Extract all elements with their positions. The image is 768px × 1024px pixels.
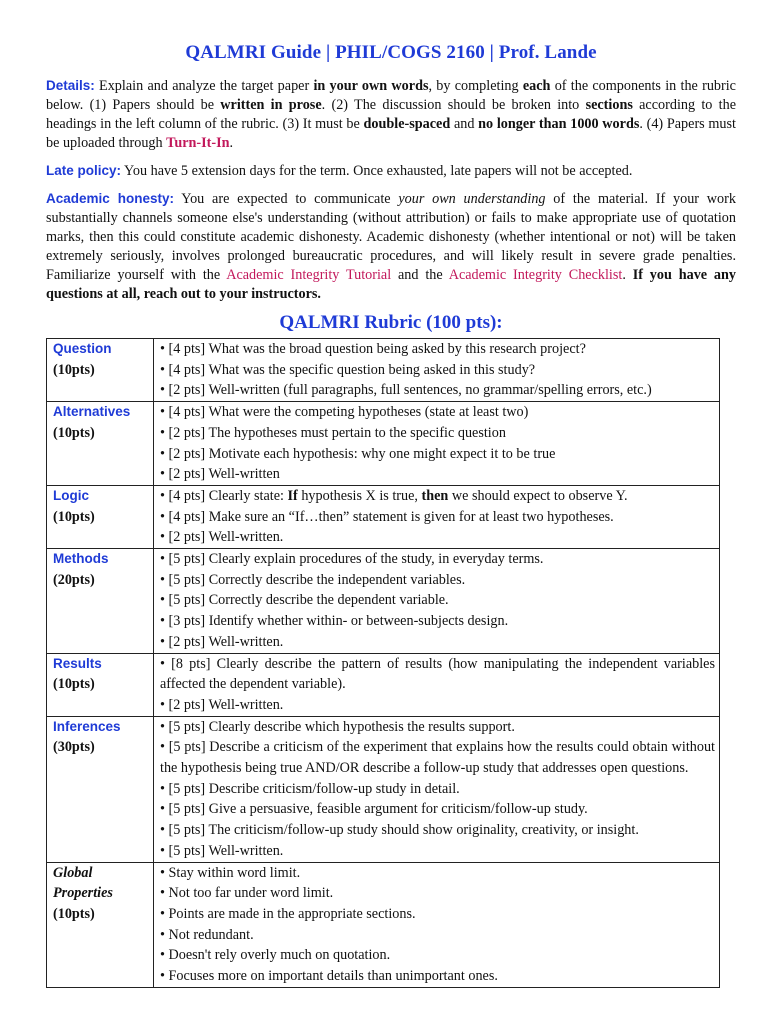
rubric-items xyxy=(154,549,720,654)
rubric-row-logic xyxy=(47,485,720,548)
rubric-items xyxy=(154,339,720,402)
rubric-items xyxy=(154,402,720,486)
rubric-item: • Not redundant. xyxy=(160,926,254,943)
rubric-row-alternatives xyxy=(47,402,720,486)
rubric-section-label xyxy=(47,339,154,402)
rubric-item: • [2 pts] Well-written xyxy=(160,466,280,483)
section-points: (10pts) xyxy=(53,424,95,441)
section-points: (20pts) xyxy=(53,571,95,588)
rubric-item: • [5 pts] Give a persuasive, feasible argument for criticism/follow-up study. xyxy=(160,801,588,818)
academic-honesty-paragraph: Academic honesty: You are expected to communicate your own understanding of the material. If your work substantially channels someone else's understanding (without attribution) or fails to make appropriate use of quotation marks, then this could constitute academic dishonesty. Academic dishonesty (whether intentional or not) will be taken extremely seriously, involves prolonged bureaucratic procedures, and will likely result in severe grade penalties. Familiarize yourself with the Academic Integrity Tutorial and the Academic Integrity Checklist. If you have any questions at all, reach out to your instructors. xyxy=(46,191,736,302)
rubric-section-label xyxy=(47,549,154,654)
rubric-title: QALMRI Rubric (100 pts): xyxy=(279,312,503,333)
section-points: (10pts) xyxy=(53,361,95,378)
late-policy-lead: Late policy: xyxy=(46,163,122,178)
rubric-item: • [5 pts] Clearly describe which hypothesis the results support. xyxy=(160,718,515,735)
page-title: QALMRI Guide | PHIL/COGS 2160 | Prof. Lande xyxy=(185,42,597,63)
rubric-item: • [2 pts] Well-written (full paragraphs, full sentences, no grammar/spelling errors, etc.) xyxy=(160,382,652,399)
rubric-item: • [5 pts] Clearly explain procedures of the study, in everyday terms. xyxy=(160,551,544,568)
rubric-item: • Focuses more on important details than unimportant ones. xyxy=(160,968,498,985)
details-lead: Details: xyxy=(46,78,95,93)
rubric-item: • [4 pts] Clearly state: If hypothesis X is true, then we should expect to observe Y. xyxy=(160,487,628,504)
section-points: (10pts) xyxy=(53,905,95,922)
rubric-item: • [5 pts] Correctly describe the independent variables. xyxy=(160,571,466,588)
rubric-section-label xyxy=(47,716,154,862)
academic-integrity-checklist-link[interactable]: Academic Integrity Checklist xyxy=(448,267,623,283)
rubric-section-label xyxy=(47,653,154,716)
section-name: Inferences xyxy=(53,718,121,734)
rubric-item: • [5 pts] The criticism/follow-up study should show originality, creativity, or insight. xyxy=(160,822,639,839)
rubric-row-question xyxy=(47,339,720,402)
rubric-item: • [5 pts] Describe criticism/follow-up study in detail. xyxy=(160,780,460,797)
rubric-item: • Not too far under word limit. xyxy=(160,885,334,902)
rubric-row-methods xyxy=(47,549,720,654)
document-page xyxy=(46,0,736,988)
rubric-item: • [2 pts] The hypotheses must pertain to the specific question xyxy=(160,424,506,441)
rubric-item: • [4 pts] What was the specific question being asked in this study? xyxy=(160,361,536,378)
rubric-item: • [5 pts] Correctly describe the dependent variable. xyxy=(160,592,449,609)
rubric-item: • [4 pts] Make sure an “If…then” statement is given for at least two hypotheses. xyxy=(160,508,614,525)
rubric-item: • [2 pts] Well-written. xyxy=(160,633,284,650)
section-name: Global xyxy=(53,864,93,881)
rubric-item: • [2 pts] Well-written. xyxy=(160,529,284,546)
section-name: Question xyxy=(53,341,112,356)
rubric-item: • [8 pts] Clearly describe the pattern of results (how manipulating the independent variables affected the dependent variable). xyxy=(160,655,715,693)
section-name: Results xyxy=(53,655,102,671)
rubric-row-inferences xyxy=(47,716,720,862)
rubric-items xyxy=(154,653,720,716)
rubric-item: • [4 pts] What was the broad question being asked by this research project? xyxy=(160,341,586,357)
rubric-section-label xyxy=(47,402,154,486)
rubric-items xyxy=(154,716,720,862)
rubric-item: • [5 pts] Describe a criticism of the experiment that explains how the results could obtain without the hypothesis being true AND/OR describe a follow-up study that addresses open questions. xyxy=(160,739,715,777)
rubric-item: • [2 pts] Motivate each hypothesis: why one might expect it to be true xyxy=(160,445,556,462)
rubric-item: • [3 pts] Identify whether within- or between-subjects design. xyxy=(160,613,509,630)
section-points: (30pts) xyxy=(53,739,95,756)
rubric-section-label xyxy=(47,485,154,548)
section-points: (10pts) xyxy=(53,676,95,693)
rubric-items xyxy=(154,485,720,548)
rubric-items xyxy=(154,862,720,987)
rubric-row-global xyxy=(47,862,720,987)
rubric-item: • Doesn't rely overly much on quotation. xyxy=(160,947,391,964)
rubric-item: • [4 pts] What were the competing hypotheses (state at least two) xyxy=(160,404,529,421)
rubric-item: • Points are made in the appropriate sections. xyxy=(160,905,416,922)
rubric-item: • Stay within word limit. xyxy=(160,864,301,881)
rubric-row-results xyxy=(47,653,720,716)
turnitin-link[interactable]: Turn-It-In xyxy=(166,135,230,151)
rubric-item: • [2 pts] Well-written. xyxy=(160,696,284,713)
section-name: Alternatives xyxy=(53,404,131,420)
rubric-section-label xyxy=(47,862,154,987)
academic-integrity-tutorial-link[interactable]: Academic Integrity Tutorial xyxy=(226,267,392,283)
rubric-table xyxy=(46,338,720,988)
academic-honesty-lead: Academic honesty: xyxy=(46,191,175,206)
section-name-line2: Properties xyxy=(53,885,113,902)
section-points: (10pts) xyxy=(53,508,95,525)
details-paragraph: Details: Explain and analyze the target paper in your own words, by completing each of the components in the rubric below. (1) Papers should be written in prose. (2) The discussion should be broken into sections according to the headings in the left column of the rubric. (3) It must be double-spaced and no longer than 1000 words. (4) Papers must be uploaded through Turn-It-In. xyxy=(46,78,736,151)
late-policy-paragraph: Late policy: You have 5 extension days for the term. Once exhausted, late papers will not be accepted. xyxy=(46,163,633,179)
rubric-item: • [5 pts] Well-written. xyxy=(160,842,284,859)
section-name: Methods xyxy=(53,551,109,567)
section-name: Logic xyxy=(53,487,89,503)
